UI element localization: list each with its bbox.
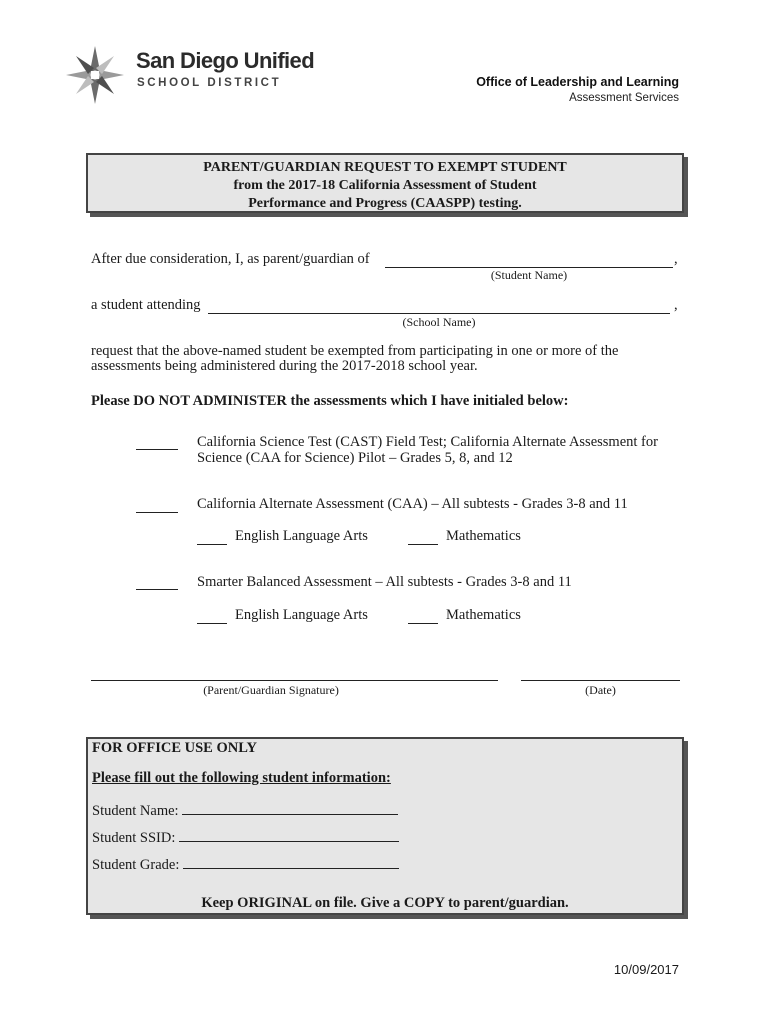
signature-field[interactable]	[91, 664, 498, 681]
request-line-2: assessments being administered during the 2017-2018 school year.	[91, 358, 478, 374]
attending-text: a student attending	[91, 297, 201, 313]
student-name-label: Student Name:	[92, 803, 179, 819]
student-ssid-label: Student SSID:	[92, 830, 176, 846]
initial-blank-sbac-math[interactable]	[408, 609, 438, 624]
title-line-1: PARENT/GUARDIAN REQUEST TO EXEMPT STUDENT	[203, 160, 567, 175]
assessment-caa-line: California Alternate Assessment (CAA) – All subtests - Grades 3-8 and 11	[197, 496, 628, 512]
form-revision-date: 10/09/2017	[613, 962, 679, 977]
student-grade-row	[92, 854, 399, 874]
initial-blank-cast[interactable]	[136, 435, 178, 450]
office-student-name-field[interactable]	[182, 800, 398, 815]
sbac-ela-label: English Language Arts	[235, 607, 368, 623]
school-name-field[interactable]	[208, 297, 670, 314]
school-name-caption: (School Name)	[402, 315, 476, 329]
title-line-3: Performance and Progress (CAASPP) testing.	[248, 196, 522, 211]
caa-ela-label: English Language Arts	[235, 528, 368, 544]
assessment-cast-line-1: California Science Test (CAST) Field Test; California Alternate Assessment for	[197, 434, 658, 450]
title-box	[86, 153, 684, 213]
office-footer: Keep ORIGINAL on file. Give a COPY to parent/guardian.	[201, 895, 569, 911]
date-field[interactable]	[521, 664, 680, 681]
office-heading: FOR OFFICE USE ONLY	[92, 740, 258, 756]
district-subtitle: SCHOOL DISTRICT	[137, 77, 282, 89]
student-ssid-row	[92, 827, 399, 847]
star-burst-logo-icon	[64, 44, 126, 106]
assessment-cast-line-2: Science (CAA for Science) Pilot – Grades 5, 8, and 12	[197, 450, 513, 466]
request-line-1: request that the above-named student be exempted from participating in one or more of the	[91, 343, 619, 359]
signature-caption: (Parent/Guardian Signature)	[203, 683, 339, 697]
sbac-math-label: Mathematics	[446, 607, 521, 623]
initial-blank-sbac[interactable]	[136, 575, 178, 590]
initial-blank-caa-math[interactable]	[408, 530, 438, 545]
instruction-text: Please DO NOT ADMINISTER the assessments which I have initialed below:	[91, 393, 569, 409]
office-title: Office of Leadership and Learning	[476, 75, 679, 89]
office-subtitle: Assessment Services	[569, 92, 679, 104]
office-student-ssid-field[interactable]	[179, 827, 399, 842]
comma: ,	[674, 251, 678, 267]
office-use-box	[86, 737, 684, 915]
title-line-2: from the 2017-18 California Assessment of Student	[233, 178, 537, 193]
initial-blank-caa[interactable]	[136, 498, 178, 513]
comma: ,	[674, 297, 678, 313]
date-caption: (Date)	[585, 683, 616, 697]
student-grade-label: Student Grade:	[92, 857, 180, 873]
student-name-caption: (Student Name)	[490, 268, 568, 282]
initial-blank-sbac-ela[interactable]	[197, 609, 227, 624]
caa-math-label: Mathematics	[446, 528, 521, 544]
office-student-grade-field[interactable]	[183, 854, 399, 869]
initial-blank-caa-ela[interactable]	[197, 530, 227, 545]
student-name-field[interactable]	[385, 251, 673, 268]
assessment-sbac-line: Smarter Balanced Assessment – All subtests - Grades 3-8 and 11	[197, 574, 572, 590]
district-name: San Diego Unified	[136, 48, 315, 73]
office-subheading: Please fill out the following student information:	[92, 770, 391, 786]
consideration-text: After due consideration, I, as parent/guardian of	[91, 251, 370, 267]
student-name-row	[92, 800, 398, 820]
